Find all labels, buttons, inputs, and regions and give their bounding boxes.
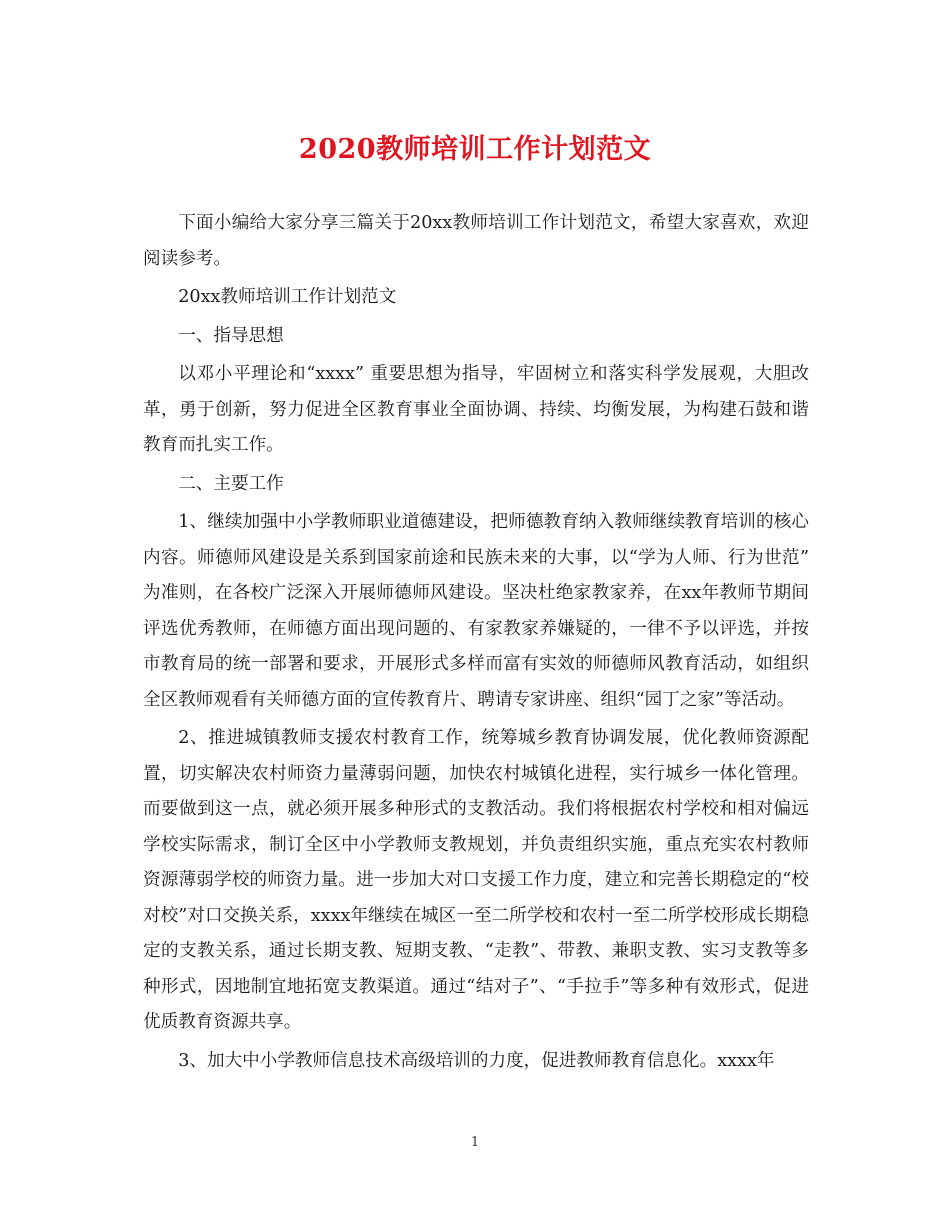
page-number: 1 [470, 1135, 480, 1150]
intro-paragraph: 下面小编给大家分享三篇关于20xx教师培训工作计划范文，希望大家喜欢，欢迎阅读参考。 [143, 213, 809, 269]
body-paragraph: 2、推进城镇教师支援农村教育工作，统筹城乡教育协调发展，优化教师资源配置，切实解决农村师资力量薄弱问题，加快农村城镇化进程，实行城乡一体化管理。而要做到这一点，就必须开展多种形式的支教活动。我们将根据农村学校和相对偏远学校实际需求，制订全区中小学教师支教规划，并负责组织实施，重点充实农村教师资源薄弱学校的师资力量。进一步加大对口支援工作力度，建立和完善长期稳定的“校对校”对口交换关系，xxxx年继续在城区一至二所学校和农村一至二所学校形成长期稳定的支教关系，通过长期支教、短期支教、“走教”、带教、兼职支教、实习支教等多种形式，因地制宜地拓宽支教渠道。通过“结对子”、“手拉手”等多种有效形式，促进优质教育资源共享。 [143, 728, 809, 1032]
body-paragraph: 以邓小平理论和“xxxx” 重要思想为指导，牢固树立和落实科学发展观，大胆改革，勇于创新，努力促进全区教育事业全面协调、持续、均衡发展，为构建石鼓和谐教育而扎实工作。 [143, 364, 809, 455]
body-paragraph: 3、加大中小学教师信息技术高级培训的力度，促进教师教育信息化。xxxx年 [178, 1050, 775, 1071]
section-heading: 一、指导思想 [178, 325, 284, 346]
section-heading: 20xx教师培训工作计划范文 [178, 287, 397, 307]
document-title: 2020教师培训工作计划范文 [298, 134, 652, 165]
body-paragraph: 1、继续加强中小学教师职业道德建设，把师德教育纳入教师继续教育培训的核心内容。师德师风建设是关系到国家前途和民族未来的大事，以“学为人师、行为世范” 为准则，在各校广泛深入开展师德师风建设。坚决杜绝家教家养，在xx年教师节期间评选优秀教师，在师德方面出现问题的、有家教家养嫌疑的，一律不予以评选，并按市教育局的统一部署和要求，开展形式多样而富有实效的师德师风教育活动，如组织全区教师观看有关师德方面的宣传教育片、聘请专家讲座、组织“园丁之家”等活动。 [143, 512, 809, 710]
document-body [143, 206, 809, 1082]
section-heading: 二、主要工作 [178, 473, 284, 494]
